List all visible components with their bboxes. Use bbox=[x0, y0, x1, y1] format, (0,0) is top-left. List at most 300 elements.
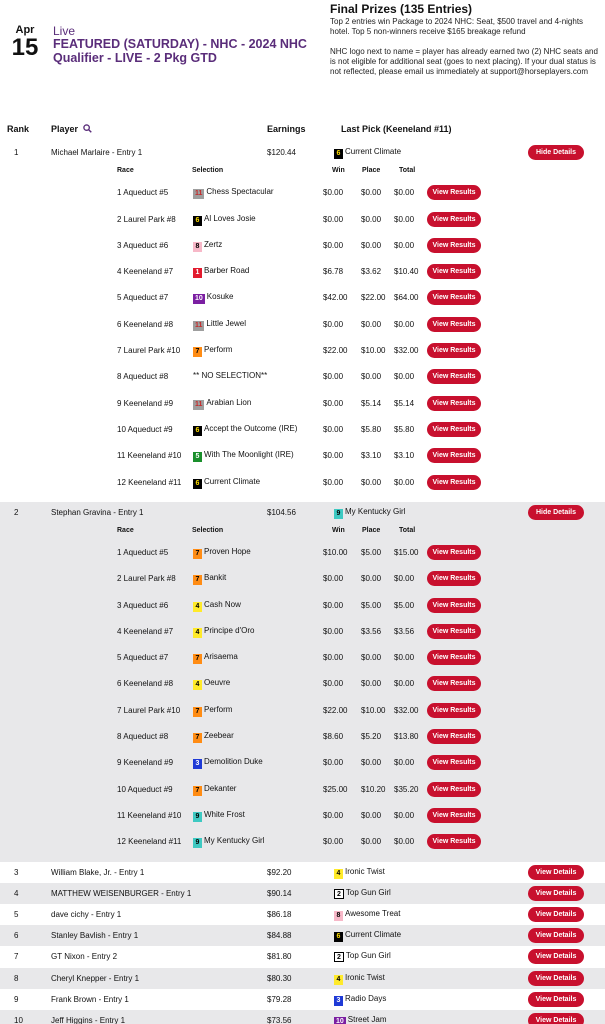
event-day: 15 bbox=[11, 34, 39, 61]
selection-name: Current Climate bbox=[204, 476, 261, 486]
last-pick bbox=[334, 507, 405, 519]
total-amount: $10.40 bbox=[394, 267, 419, 277]
program-number: 9 bbox=[193, 838, 202, 848]
total-amount: $5.14 bbox=[394, 398, 415, 408]
entry-row bbox=[0, 904, 605, 925]
place-header: Place bbox=[362, 167, 381, 175]
earnings: $79.28 bbox=[267, 994, 292, 1004]
leaderboard-header bbox=[0, 118, 605, 142]
win-amount: $0.00 bbox=[323, 398, 344, 408]
earnings: $92.20 bbox=[267, 867, 292, 877]
program-number: 11 bbox=[195, 400, 203, 408]
total-amount: $32.00 bbox=[394, 346, 419, 355]
race-name: 7 Laurel Park #10 bbox=[117, 346, 181, 355]
race-result-row bbox=[0, 592, 605, 618]
race-result-row bbox=[0, 539, 605, 565]
total-amount: $13.80 bbox=[394, 732, 419, 742]
win-amount: $22.00 bbox=[323, 705, 348, 715]
win-amount: $0.00 bbox=[323, 574, 344, 584]
program-number: 7 bbox=[193, 347, 202, 357]
earnings: $86.18 bbox=[267, 910, 292, 919]
total-header: Total bbox=[399, 526, 416, 534]
selection-name: Al Loves Josie bbox=[204, 213, 256, 223]
selection-name: Perform bbox=[204, 345, 233, 354]
race-name: 9 Keeneland #9 bbox=[117, 758, 174, 768]
selection bbox=[193, 345, 232, 357]
entry-row bbox=[0, 989, 605, 1010]
last-pick-name: Street Jam bbox=[347, 1015, 387, 1024]
place-amount: $0.00 bbox=[361, 477, 382, 487]
place-amount: $5.14 bbox=[361, 398, 382, 408]
total-amount: $0.00 bbox=[394, 319, 415, 329]
last-pick bbox=[334, 994, 386, 1006]
view-results-button[interactable]: View Results bbox=[427, 703, 481, 718]
view-results-button[interactable]: View Results bbox=[427, 185, 481, 200]
selection bbox=[193, 292, 233, 304]
leaderboard-entry bbox=[0, 883, 605, 904]
program-number: 7 bbox=[193, 654, 202, 664]
prizes-heading: Final Prizes (135 Entries) bbox=[330, 2, 473, 16]
hide-details-button[interactable]: Hide Details bbox=[528, 145, 584, 160]
race-result-row bbox=[0, 828, 605, 854]
total-amount: $64.00 bbox=[394, 293, 419, 303]
program-number: 7 bbox=[193, 549, 202, 559]
selection-name: Oeuvre bbox=[204, 678, 231, 688]
total-amount: $0.00 bbox=[394, 477, 415, 487]
total-amount: $3.56 bbox=[394, 626, 415, 636]
race-result-row bbox=[0, 565, 605, 591]
total-amount: $0.00 bbox=[394, 679, 415, 689]
win-amount: $42.00 bbox=[323, 293, 348, 303]
place-amount: $0.00 bbox=[361, 810, 382, 820]
selection bbox=[193, 626, 254, 638]
view-details-button[interactable]: View Details bbox=[528, 865, 584, 880]
player-name: Michael Marlaire - Entry 1 bbox=[51, 148, 143, 157]
program-number: 6 bbox=[334, 149, 343, 159]
last-pick bbox=[334, 909, 400, 921]
race-name: 1 Aqueduct #5 bbox=[117, 188, 169, 198]
place-amount: $3.10 bbox=[361, 451, 382, 461]
rank: 6 bbox=[14, 931, 19, 941]
selection-name: My Kentucky Girl bbox=[204, 836, 265, 846]
view-results-button[interactable]: View Results bbox=[427, 808, 481, 823]
race-result-row bbox=[0, 284, 605, 310]
last-pick bbox=[334, 973, 385, 985]
selection-name: Barber Road bbox=[204, 266, 250, 276]
live-status: Live bbox=[53, 24, 76, 38]
program-number: 7 bbox=[193, 733, 202, 743]
earnings: $80.30 bbox=[267, 973, 292, 983]
rank-header: Rank bbox=[7, 124, 30, 134]
last-pick-name: Radio Days bbox=[345, 993, 387, 1003]
view-results-button[interactable]: View Results bbox=[427, 598, 481, 613]
place-amount: $3.56 bbox=[361, 626, 382, 636]
view-results-button[interactable]: View Results bbox=[427, 396, 481, 411]
selection bbox=[193, 784, 236, 796]
race-result-row bbox=[0, 776, 605, 802]
race-name: 9 Keeneland #9 bbox=[117, 398, 174, 408]
program-number: 11 bbox=[195, 321, 203, 329]
total-header: Total bbox=[399, 167, 416, 175]
win-amount: $0.00 bbox=[323, 188, 344, 198]
selection-name: Arisaema bbox=[204, 652, 238, 662]
view-results-button[interactable]: View Results bbox=[427, 755, 481, 770]
total-amount: $0.00 bbox=[394, 372, 415, 382]
view-details-button[interactable]: View Details bbox=[528, 992, 584, 1007]
place-amount: $0.00 bbox=[361, 758, 382, 768]
total-amount: $0.00 bbox=[394, 758, 415, 768]
win-amount: $22.00 bbox=[323, 346, 348, 355]
race-result-row bbox=[0, 206, 605, 232]
selection-header: Selection bbox=[192, 167, 224, 175]
view-results-button[interactable]: View Results bbox=[427, 545, 481, 560]
view-results-button[interactable]: View Results bbox=[427, 650, 481, 665]
entry-row bbox=[0, 862, 605, 883]
race-result-row bbox=[0, 232, 605, 258]
leaderboard-entry bbox=[0, 989, 605, 1010]
selection bbox=[193, 600, 241, 612]
program-number: 6 bbox=[193, 426, 202, 436]
win-header: Win bbox=[332, 167, 345, 175]
win-amount: $25.00 bbox=[323, 784, 348, 794]
entry-row bbox=[0, 946, 605, 967]
race-name: 10 Aqueduct #9 bbox=[117, 784, 173, 794]
place-amount: $3.62 bbox=[361, 267, 382, 277]
race-name: 1 Aqueduct #5 bbox=[117, 547, 169, 557]
last-pick-name: Top Gun Girl bbox=[345, 951, 391, 961]
win-amount: $0.00 bbox=[323, 214, 344, 224]
race-name: 12 Keeneland #11 bbox=[117, 837, 182, 847]
selection-name: Demolition Duke bbox=[204, 757, 263, 767]
total-amount: $0.00 bbox=[394, 240, 415, 250]
selection bbox=[193, 187, 274, 199]
race-result-row bbox=[0, 469, 605, 495]
entry-row bbox=[0, 1010, 605, 1024]
selection-name: Accept the Outcome (IRE) bbox=[204, 423, 298, 433]
win-amount: $0.00 bbox=[323, 600, 344, 610]
race-name: 6 Keeneland #8 bbox=[117, 679, 174, 689]
player-name: Stephan Gravina - Entry 1 bbox=[51, 507, 144, 517]
leaderboard-entry bbox=[0, 904, 605, 925]
view-results-button[interactable]: View Results bbox=[427, 448, 481, 463]
view-results-button[interactable]: View Results bbox=[427, 290, 481, 305]
selection-name: Little Jewel bbox=[206, 318, 246, 328]
program-number: 11 bbox=[195, 190, 203, 198]
view-results-button[interactable]: View Results bbox=[427, 343, 481, 358]
view-details-button[interactable]: View Details bbox=[528, 949, 584, 964]
total-amount: $0.00 bbox=[394, 837, 415, 847]
race-name: 6 Keeneland #8 bbox=[117, 319, 174, 329]
selection bbox=[193, 266, 249, 278]
player-name: Jeff Higgins - Entry 1 bbox=[51, 1016, 126, 1024]
selection-name: ** NO SELECTION** bbox=[193, 371, 268, 381]
total-amount: $0.00 bbox=[394, 214, 415, 224]
earnings: $90.14 bbox=[267, 888, 292, 898]
race-header: Race bbox=[117, 167, 134, 175]
program-number: 5 bbox=[193, 452, 202, 462]
selection-name: Principe d'Oro bbox=[204, 625, 255, 635]
program-number: 8 bbox=[193, 242, 202, 252]
place-amount: $5.00 bbox=[361, 600, 382, 610]
win-amount: $0.00 bbox=[323, 372, 344, 382]
player-name: dave cichy - Entry 1 bbox=[51, 910, 122, 919]
race-result-row bbox=[0, 749, 605, 775]
rank: 5 bbox=[14, 910, 19, 919]
race-result-row bbox=[0, 179, 605, 205]
player-header-label: Player bbox=[51, 124, 79, 134]
selection-name: Arabian Lion bbox=[206, 397, 252, 407]
selection bbox=[193, 398, 251, 410]
leaderboard-entry bbox=[0, 925, 605, 946]
selection bbox=[193, 319, 246, 331]
race-name: 11 Keeneland #10 bbox=[117, 810, 182, 820]
last-pick-name: Awesome Treat bbox=[345, 909, 401, 918]
total-amount: $0.00 bbox=[394, 810, 415, 820]
selection bbox=[193, 678, 230, 690]
view-results-button[interactable]: View Results bbox=[427, 264, 481, 279]
win-amount: $0.00 bbox=[323, 477, 344, 487]
rank: 10 bbox=[14, 1016, 23, 1024]
race-name: 2 Laurel Park #8 bbox=[117, 214, 176, 224]
race-header: Race bbox=[117, 526, 134, 534]
win-amount: $0.00 bbox=[323, 319, 344, 329]
program-number: 4 bbox=[334, 975, 343, 985]
rank: 7 bbox=[14, 952, 19, 962]
selection-name: Zertz bbox=[204, 239, 223, 249]
selection bbox=[193, 757, 263, 769]
win-amount: $0.00 bbox=[323, 837, 344, 847]
program-number: 10 bbox=[334, 1017, 346, 1024]
race-result-row bbox=[0, 258, 605, 284]
earnings: $84.88 bbox=[267, 931, 292, 941]
rank: 1 bbox=[14, 148, 19, 157]
place-amount: $10.00 bbox=[361, 705, 386, 715]
program-number: 8 bbox=[334, 911, 343, 921]
race-result-row bbox=[0, 697, 605, 723]
view-details-button[interactable]: View Details bbox=[528, 907, 584, 922]
leaderboard-entry bbox=[0, 946, 605, 967]
selection-name: With The Moonlight (IRE) bbox=[204, 450, 294, 460]
search-icon[interactable] bbox=[83, 124, 92, 133]
last-pick-name: Top Gun Girl bbox=[345, 887, 391, 897]
total-amount: $0.00 bbox=[394, 188, 415, 198]
rank: 3 bbox=[14, 867, 19, 877]
race-name: 5 Aqueduct #7 bbox=[117, 293, 169, 303]
place-amount: $0.00 bbox=[361, 837, 382, 847]
race-name: 3 Aqueduct #6 bbox=[117, 240, 169, 250]
results-header bbox=[0, 523, 605, 539]
last-pick bbox=[334, 930, 401, 942]
place-amount: $22.00 bbox=[361, 293, 386, 303]
race-name: 8 Aqueduct #8 bbox=[117, 732, 169, 742]
program-number: 2 bbox=[334, 952, 344, 962]
selection-name: Zeebear bbox=[204, 731, 234, 741]
race-name: 12 Keeneland #11 bbox=[117, 477, 182, 487]
win-amount: $0.00 bbox=[323, 679, 344, 689]
total-amount: $0.00 bbox=[394, 574, 415, 584]
event-date bbox=[8, 24, 42, 60]
race-name: 11 Keeneland #10 bbox=[117, 451, 182, 461]
program-number: 9 bbox=[193, 812, 202, 822]
win-amount: $0.00 bbox=[323, 626, 344, 636]
program-number: 6 bbox=[193, 479, 202, 489]
win-amount: $10.00 bbox=[323, 547, 348, 557]
rank: 4 bbox=[14, 888, 19, 898]
place-amount: $0.00 bbox=[361, 653, 382, 663]
hide-details-button[interactable]: Hide Details bbox=[528, 505, 584, 520]
leaderboard-entry bbox=[0, 1010, 605, 1024]
view-results-button[interactable]: View Results bbox=[427, 422, 481, 437]
place-amount: $0.00 bbox=[361, 679, 382, 689]
selection-name: White Frost bbox=[204, 809, 245, 819]
earnings: $81.80 bbox=[267, 952, 292, 962]
view-results-button[interactable]: View Results bbox=[427, 676, 481, 691]
place-amount: $10.20 bbox=[361, 784, 386, 794]
program-number: 7 bbox=[193, 575, 202, 585]
selection bbox=[193, 705, 232, 717]
program-number: 7 bbox=[193, 707, 202, 717]
leaderboard-entry bbox=[0, 968, 605, 989]
player-name: GT Nixon - Entry 2 bbox=[51, 952, 118, 962]
event-header bbox=[0, 0, 605, 120]
win-amount: $6.78 bbox=[323, 267, 344, 277]
rank: 2 bbox=[14, 507, 19, 517]
race-name: 10 Aqueduct #9 bbox=[117, 424, 173, 434]
program-number: 2 bbox=[334, 889, 344, 899]
entry-row bbox=[0, 142, 605, 163]
race-name: 2 Laurel Park #8 bbox=[117, 574, 176, 584]
last-pick-header: Last Pick (Keeneland #11) bbox=[341, 124, 452, 134]
selection-name: Cash Now bbox=[204, 599, 241, 609]
player-name: MATTHEW WEISENBURGER - Entry 1 bbox=[51, 888, 192, 898]
place-amount: $0.00 bbox=[361, 240, 382, 250]
nhc-note: NHC logo next to name = player has already earned two (2) NHC seats and is not eligible for additional seat (goes to next placing). If your dual status is not reflected, please email us immediately at support@horseplayers.com bbox=[330, 47, 598, 76]
selection bbox=[193, 652, 238, 664]
race-result-row bbox=[0, 644, 605, 670]
selection bbox=[193, 450, 294, 462]
race-name: 7 Laurel Park #10 bbox=[117, 705, 181, 715]
last-pick-name: Current Climate bbox=[345, 147, 402, 156]
earnings: $120.44 bbox=[267, 148, 296, 157]
win-amount: $0.00 bbox=[323, 810, 344, 820]
selection bbox=[193, 547, 251, 559]
view-results-button[interactable]: View Results bbox=[427, 624, 481, 639]
program-number: 7 bbox=[193, 786, 202, 796]
race-name: 5 Aqueduct #7 bbox=[117, 653, 169, 663]
view-results-button[interactable]: View Results bbox=[427, 238, 481, 253]
race-result-row bbox=[0, 416, 605, 442]
selection-header: Selection bbox=[192, 526, 224, 534]
view-details-button[interactable]: View Details bbox=[528, 971, 584, 986]
race-result-row bbox=[0, 363, 605, 389]
player-name: Frank Brown - Entry 1 bbox=[51, 994, 129, 1004]
leaderboard-entry bbox=[0, 142, 605, 502]
contest-title: FEATURED (SATURDAY) - NHC - 2024 NHC Qualifier - LIVE - 2 Pkg GTD bbox=[53, 37, 307, 65]
program-number: 1 bbox=[193, 268, 202, 278]
view-results-button[interactable]: View Results bbox=[427, 212, 481, 227]
race-result-row bbox=[0, 618, 605, 644]
selection bbox=[193, 371, 267, 380]
earnings-header: Earnings bbox=[267, 124, 306, 134]
total-amount: $5.80 bbox=[394, 424, 415, 434]
place-amount: $0.00 bbox=[361, 188, 382, 198]
selection-name: Dekanter bbox=[204, 783, 237, 793]
view-results-button[interactable]: View Results bbox=[427, 369, 481, 384]
program-number: 3 bbox=[193, 759, 202, 769]
selection bbox=[193, 240, 222, 252]
view-details-button[interactable]: View Details bbox=[528, 886, 584, 901]
win-amount: $8.60 bbox=[323, 732, 344, 742]
entry-row bbox=[0, 925, 605, 946]
program-number: 9 bbox=[334, 509, 343, 519]
selection-name: Proven Hope bbox=[204, 546, 251, 556]
race-result-row bbox=[0, 802, 605, 828]
results-header bbox=[0, 163, 605, 179]
selection bbox=[193, 731, 234, 743]
player-name: Stanley Bavlish - Entry 1 bbox=[51, 931, 139, 941]
view-results-button[interactable]: View Results bbox=[427, 475, 481, 490]
player-name: Cheryl Knepper - Entry 1 bbox=[51, 973, 140, 983]
rank: 8 bbox=[14, 973, 19, 983]
view-results-button[interactable]: View Results bbox=[427, 571, 481, 586]
last-pick bbox=[334, 951, 391, 962]
place-amount: $10.00 bbox=[361, 346, 386, 355]
win-amount: $0.00 bbox=[323, 758, 344, 768]
view-results-button[interactable]: View Results bbox=[427, 782, 481, 797]
place-amount: $0.00 bbox=[361, 574, 382, 584]
win-amount: $0.00 bbox=[323, 240, 344, 250]
race-name: 4 Keeneland #7 bbox=[117, 626, 174, 636]
win-amount: $0.00 bbox=[323, 424, 344, 434]
place-amount: $0.00 bbox=[361, 214, 382, 224]
view-details-button[interactable]: View Details bbox=[528, 928, 584, 943]
race-name: 4 Keeneland #7 bbox=[117, 267, 174, 277]
selection bbox=[193, 424, 297, 436]
total-amount: $0.00 bbox=[394, 653, 415, 663]
place-amount: $0.00 bbox=[361, 372, 382, 382]
program-number: 4 bbox=[193, 602, 202, 612]
player-header bbox=[51, 124, 92, 134]
program-number: 6 bbox=[334, 932, 343, 942]
last-pick-name: Current Climate bbox=[345, 930, 402, 940]
place-amount: $5.00 bbox=[361, 547, 382, 557]
program-number: 6 bbox=[193, 216, 202, 226]
program-number: 4 bbox=[193, 628, 202, 638]
win-amount: $0.00 bbox=[323, 653, 344, 663]
view-results-button[interactable]: View Results bbox=[427, 834, 481, 849]
selection bbox=[193, 477, 260, 489]
selection bbox=[193, 214, 256, 226]
program-number: 4 bbox=[193, 680, 202, 690]
entry-row bbox=[0, 883, 605, 904]
event-month: Apr bbox=[15, 24, 35, 36]
view-results-button[interactable]: View Results bbox=[427, 317, 481, 332]
place-amount: $5.20 bbox=[361, 732, 382, 742]
view-details-button[interactable]: View Details bbox=[528, 1013, 584, 1024]
total-amount: $15.00 bbox=[394, 547, 419, 557]
total-amount: $5.00 bbox=[394, 600, 415, 610]
rank: 9 bbox=[14, 994, 19, 1004]
win-header: Win bbox=[332, 526, 345, 534]
program-number: 10 bbox=[195, 295, 203, 303]
program-number: 4 bbox=[334, 869, 343, 879]
earnings: $104.56 bbox=[267, 507, 296, 517]
view-results-button[interactable]: View Results bbox=[427, 729, 481, 744]
race-result-row bbox=[0, 442, 605, 468]
race-result-row bbox=[0, 390, 605, 416]
race-result-row bbox=[0, 723, 605, 749]
last-pick bbox=[334, 867, 385, 879]
